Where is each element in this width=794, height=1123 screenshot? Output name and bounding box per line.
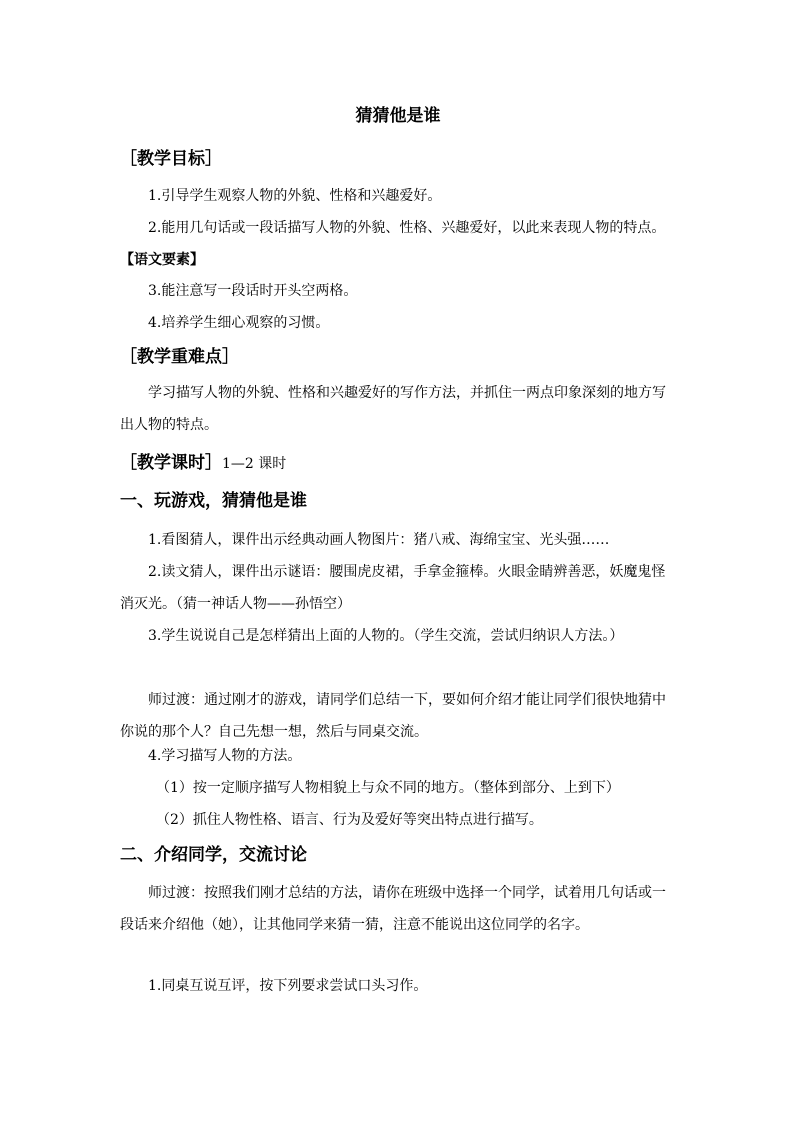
part1-item-3: 3.学生说说自己是怎样猜出上面的人物的。（学生交流，尝试归纳识人方法。）	[148, 628, 624, 644]
page-title: 猜猜他是谁	[355, 106, 441, 126]
language-element-tag: 【语文要素】	[120, 252, 204, 268]
part1-item-4: 4.学习描写人物的方法。	[148, 748, 302, 764]
goal-item-3: 3.能注意写一段话时开头空两格。	[148, 283, 358, 299]
part1-heading: 一、玩游戏，猜猜他是谁	[120, 491, 307, 511]
part1-item-1: 1.看图猜人，课件出示经典动画人物图片：猪八戒、海绵宝宝、光头强……	[148, 532, 610, 548]
part1-subitem-2: （2）抓住人物性格、语言、行为及爱好等突出特点进行描写。	[156, 812, 543, 828]
hours-heading: ［教学课时］	[120, 453, 222, 473]
goal-item-2	[120, 212, 676, 276]
goals-heading: ［教学目标］	[120, 149, 222, 169]
goal-item-2-text: 2.能用几句话或一段话描写人物的外貌、性格、兴趣爱好，以此来表现人物的特点。	[148, 220, 666, 236]
part2-item-1: 1.同桌互说互评，按下列要求尝试口头习作。	[148, 978, 428, 994]
key-points-text: 学习描写人物的外貌、性格和兴趣爱好的写作方法，并抓住一两点印象深刻的地方写出人物的特点。	[120, 385, 666, 433]
part2-transition: 师过渡：按照我们刚才总结的方法，请你在班级中选择一个同学，试着用几句话或一段话来介绍他（她），让其他同学来猜一猜，注意不能说出这位同学的名字。	[120, 885, 666, 933]
hours-line	[120, 450, 286, 477]
goal-item-4: 4.培养学生细心观察的习惯。	[148, 315, 330, 331]
goal-item-1: 1.引导学生观察人物的外貌、性格和兴趣爱好。	[148, 188, 442, 204]
part2-heading: 二、介绍同学，交流讨论	[120, 845, 307, 865]
part1-transition: 师过渡：通过刚才的游戏，请同学们总结一下，要如何介绍才能让同学们很快地猜中你说的那个人？自己先想一想，然后与同桌交流。	[120, 692, 666, 740]
hours-value: 1—2 课时	[222, 456, 287, 472]
key-points-heading: ［教学重难点］	[120, 347, 239, 367]
part1-item-2: 2.读文猜人，课件出示谜语：腰围虎皮裙，手拿金箍棒。火眼金睛辨善恶，妖魔鬼怪消灭光。（猜一神话人物——孙悟空）	[120, 564, 666, 612]
part1-subitem-1: （1）按一定顺序描写人物相貌上与众不同的地方。（整体到部分、上到下）	[156, 780, 620, 796]
